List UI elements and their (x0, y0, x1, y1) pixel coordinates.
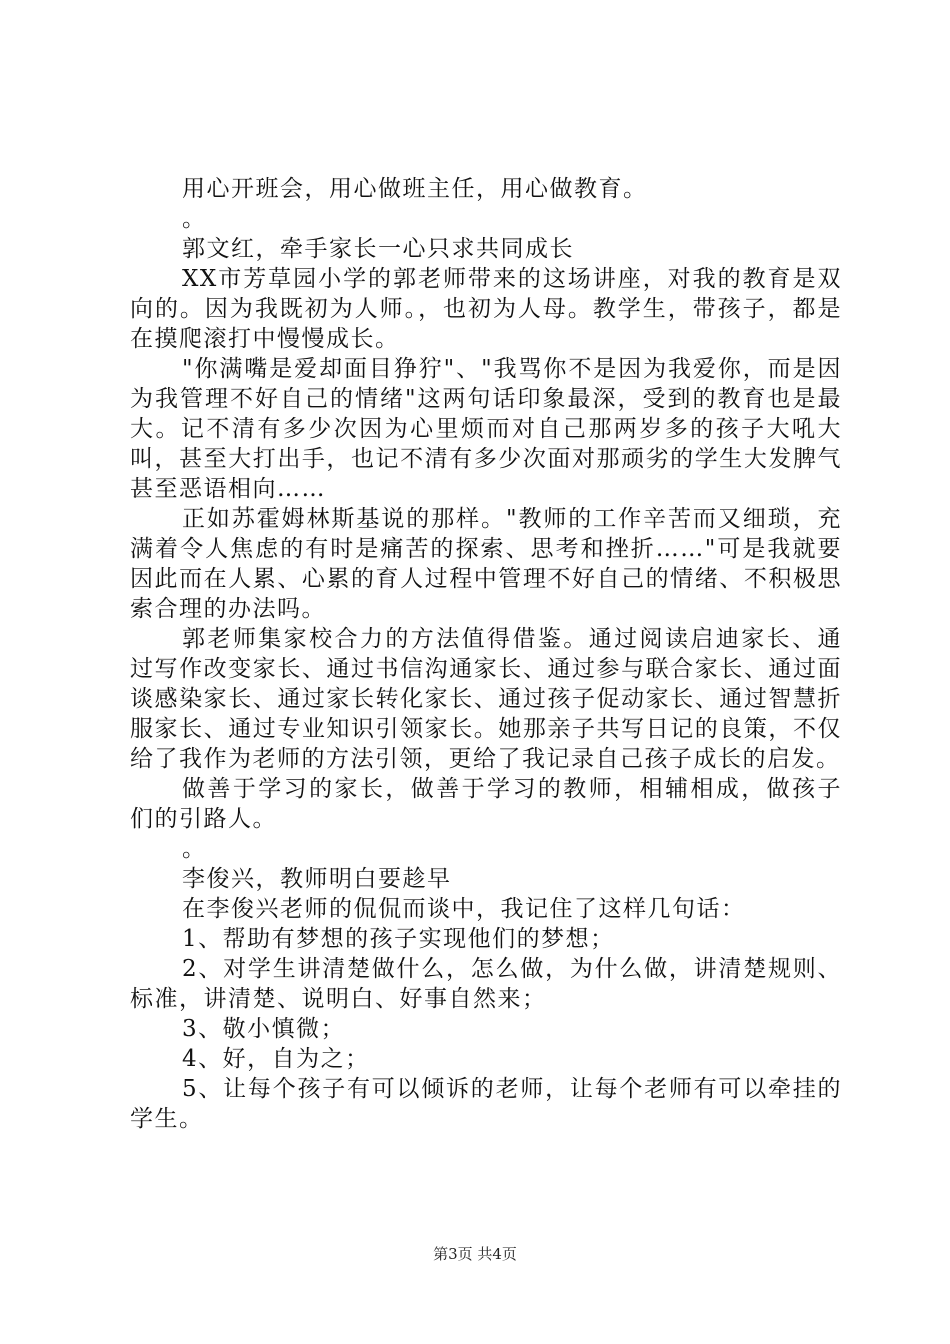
paragraph: 。 (182, 206, 207, 232)
paragraph: 在李俊兴老师的侃侃而谈中，我记住了这样几句话： (182, 896, 746, 922)
list-item: 3、敬小慎微； (182, 1016, 346, 1042)
list-item: 1、帮助有梦想的孩子实现他们的梦想； (182, 926, 615, 952)
page-footer: 第3页 共4页 (433, 1245, 517, 1263)
paragraph: 。 (182, 836, 207, 862)
list-item: 4、好，自为之； (182, 1046, 370, 1072)
section-heading: 李俊兴，教师明白要趁早 (182, 866, 452, 892)
document-body (130, 174, 842, 1134)
section-heading: 郭文红，牵手家长一心只求共同成长 (182, 236, 574, 262)
paragraph: 做善于学习的家长，做善于学习的教师，相辅相成，做孩子们的引路人。 (130, 776, 842, 832)
list-item: 2、对学生讲清楚做什么，怎么做，为什么做，讲清楚规则、标准，讲清楚、说明白、好事自然来； (130, 956, 842, 1012)
paragraph: XX市芳草园小学的郭老师带来的这场讲座，对我的教育是双向的。因为我既初为人师。，也初为人母。教学生，带孩子，都是在摸爬滚打中慢慢成长。 (130, 266, 842, 352)
paragraph: 郭老师集家校合力的方法值得借鉴。通过阅读启迪家长、通过写作改变家长、通过书信沟通家长、通过参与联合家长、通过面谈感染家长、通过家长转化家长、通过孩子促动家长、通过智慧折服家长、通过专业知识引领家长。她那亲子共写日记的良策，不仅给了我作为老师的方法引领，更给了我记录自己孩子成长的启发。 (130, 626, 842, 772)
paragraph: 用心开班会，用心做班主任，用心做教育。 (182, 176, 648, 202)
paragraph: 正如苏霍姆林斯基说的那样。"教师的工作辛苦而又细琐，充满着令人焦虑的有时是痛苦的探索、思考和挫折……"可是我就要因此而在人累、心累的育人过程中管理不好自己的情绪、不积极思索合理的办法吗。 (130, 506, 842, 622)
list-item: 5、让每个孩子有可以倾诉的老师，让每个老师有可以牵挂的学生。 (130, 1076, 842, 1132)
paragraph: "你满嘴是爱却面目狰狞"、"我骂你不是因为我爱你，而是因为我管理不好自己的情绪"这两句话印象最深，受到的教育也是最大。记不清有多少次因为心里烦而对自己那两岁多的孩子大吼大叫，甚至大打出手，也记不清有多少次面对那顽劣的学生大发脾气甚至恶语相向…… (130, 356, 842, 502)
